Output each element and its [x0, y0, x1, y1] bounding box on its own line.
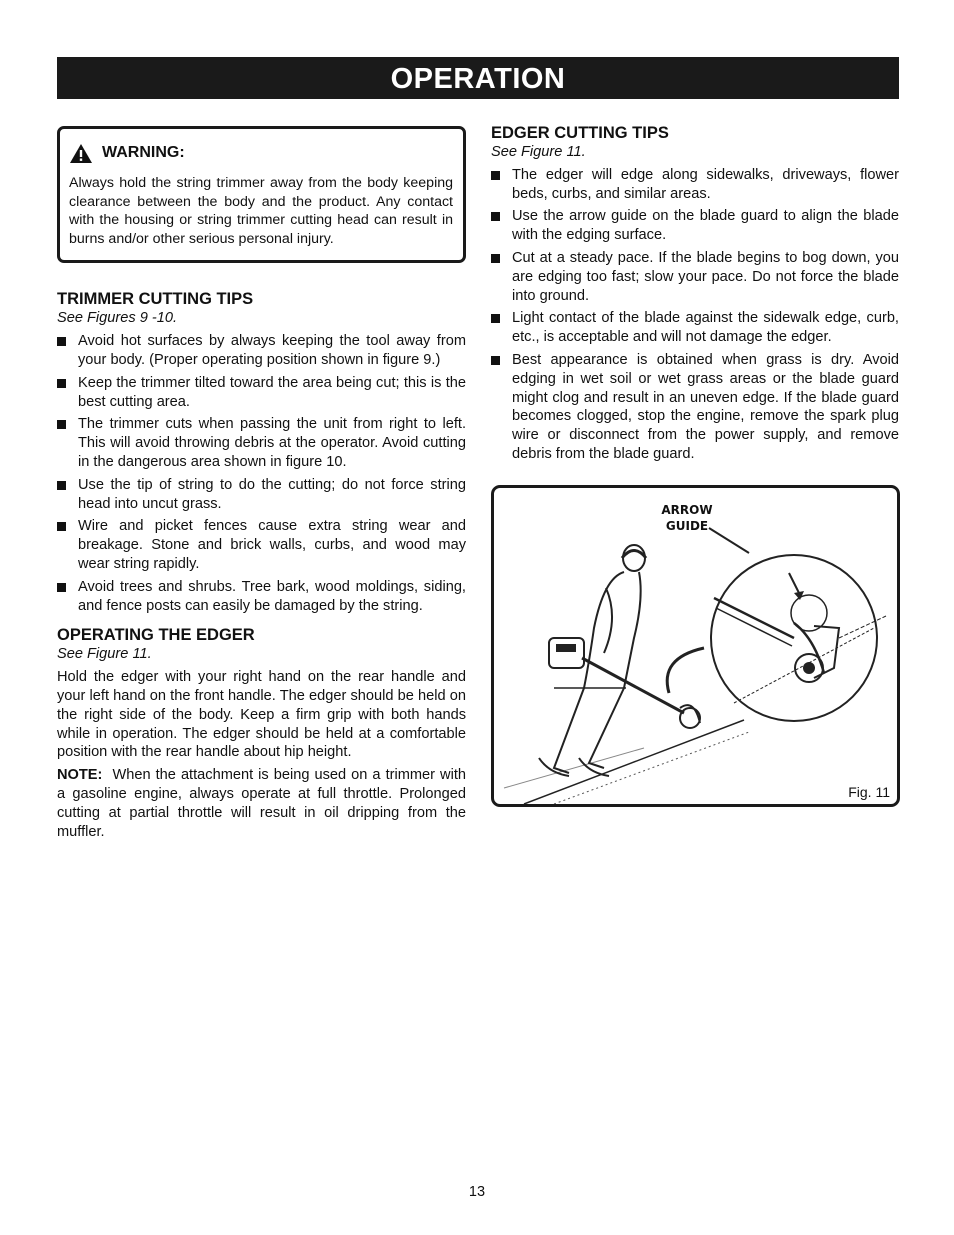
edger-op-paragraph: Hold the edger with your right hand on the rear handle and your left hand on the front handle. The edger should be held on the right side of the body. Keep a firm grip with both hands while in operation. The edger should be held at a comfortable position with the rear handle about hip height.: [57, 669, 466, 761]
bullet-icon: [491, 356, 500, 365]
edger-op-see-figure: See Figure 11.: [57, 646, 152, 663]
edger-tips-heading: EDGER CUTTING TIPS: [491, 124, 669, 142]
bullet-icon: [57, 420, 66, 429]
edger-tips-list: [491, 166, 899, 464]
note-text: When the attachment is being used on a trimmer with a gasoline engine, always operate at full throttle. Prolonged cutting at partial throttle will result in oil dripping from the muffler.: [57, 767, 466, 840]
figure-11: [491, 485, 900, 807]
list-item: Avoid trees and shrubs. Tree bark, wood moldings, siding, and fence posts can easily be damaged by the string.: [57, 578, 466, 616]
right-column: [491, 123, 899, 474]
trimmer-tips-list: [57, 332, 466, 615]
warning-box: [57, 126, 466, 263]
list-item: Wire and picket fences cause extra string wear and breakage. Stone and brick walls, curbs, and wood may wear string rapidly.: [57, 517, 466, 573]
bullet-icon: [57, 481, 66, 490]
left-column: [57, 126, 466, 845]
bullet-icon: [57, 337, 66, 346]
list-item: Keep the trimmer tilted toward the area being cut; this is the best cutting area.: [57, 374, 466, 412]
list-item: Use the tip of string to do the cutting; do not force string head into uncut grass.: [57, 476, 466, 514]
trimmer-tips-heading: TRIMMER CUTTING TIPS: [57, 290, 254, 309]
bullet-icon: [57, 379, 66, 388]
list-item: The edger will edge along sidewalks, driveways, flower beds, curbs, and similar areas.: [491, 166, 899, 204]
figure-caption: Fig. 11: [848, 784, 890, 800]
bullet-icon: [491, 212, 500, 221]
note-paragraph: [57, 766, 466, 841]
edger-illustration: [494, 488, 897, 804]
list-item: The trimmer cuts when passing the unit from right to left. This will avoid throwing debris at the operator. Avoid cutting in the dangerous area shown in figure 10.: [57, 415, 466, 471]
section-title: OPERATION: [57, 57, 899, 99]
note-label: NOTE:: [57, 767, 103, 784]
page-number: 13: [468, 1184, 486, 1200]
edger-see-figure: See Figure 11.: [491, 144, 586, 160]
bullet-icon: [491, 254, 500, 263]
list-item: Cut at a steady pace. If the blade begins to bog down, you are edging too fast; slow your pace. Do not force the blade into ground.: [491, 249, 899, 305]
list-item: Light contact of the blade against the sidewalk edge, curb, etc., is acceptable and will not damage the edger.: [491, 309, 899, 347]
list-item: Avoid hot surfaces by always keeping the tool away from your body. (Proper operating position shown in figure 9.): [57, 332, 466, 370]
bullet-icon: [57, 583, 66, 592]
bullet-icon: [57, 522, 66, 531]
warning-triangle-icon: [69, 143, 93, 164]
list-item: Use the arrow guide on the blade guard to align the blade with the edging surface.: [491, 207, 899, 245]
warning-text: Always hold the string trimmer away from the body keeping clearance between the body and the product. Any contact with the housing or string trimmer cutting head can result in burns and/or other serious personal injury.: [69, 175, 453, 247]
trimmer-see-figure: See Figures 9 -10.: [57, 310, 178, 327]
warning-heading: WARNING:: [102, 144, 185, 162]
bullet-icon: [491, 171, 500, 180]
list-item: Best appearance is obtained when grass is dry. Avoid edging in wet soil or wet grass areas or the blade guard might clog and result in an uneven edge. If the blade guard becomes clogged, stop the engine, remove the spark plug wire or disconnect from the power supply, and remove debris from the blade guard.: [491, 351, 899, 464]
arrow-guide-label: ARROW GUIDE: [661, 503, 713, 533]
bullet-icon: [491, 314, 500, 323]
operating-edger-heading: OPERATING THE EDGER: [57, 626, 255, 645]
